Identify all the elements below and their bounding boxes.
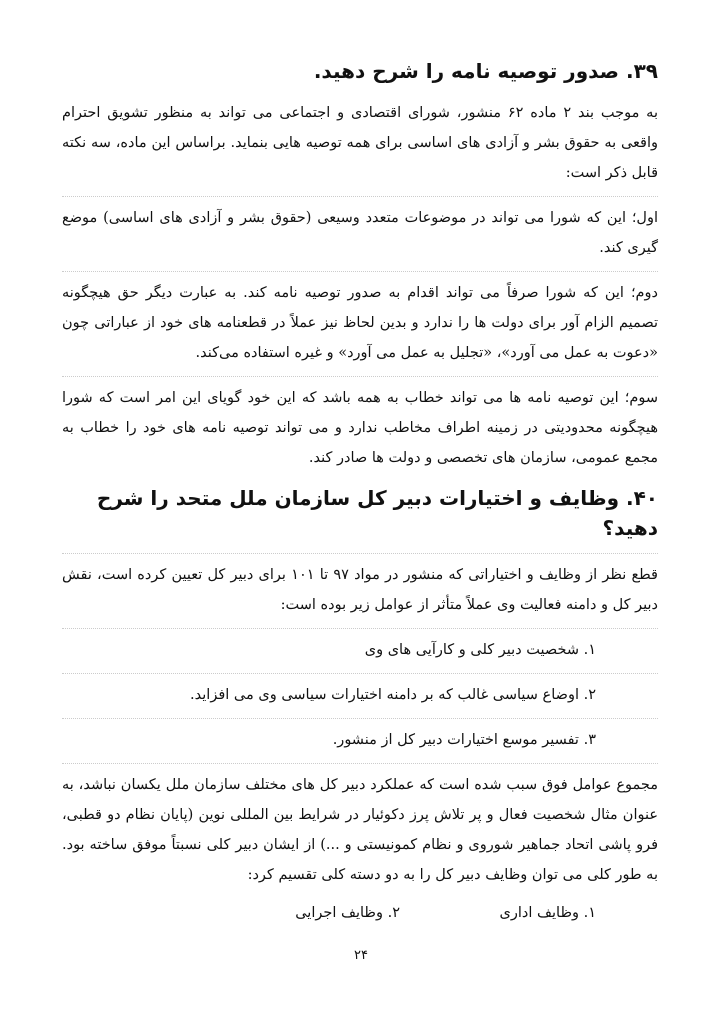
point-text: این که شورا می تواند در موضوعات متعدد وسیعی (حقوق بشر و آزادی های اساسی) موضع گیری کند. <box>62 210 658 256</box>
section-40-heading: ۴۰. وظایف و اختیارات دبیر کل سازمان ملل متحد را شرح دهید؟ <box>96 486 658 540</box>
point-lead: سوم؛ <box>624 390 658 406</box>
point-text: این توصیه نامه ها می تواند خطاب به همه باشد که این خود گویای این امر است که شورا هیچگونه محدودیتی در زمینه اطراف مخاطب ندارد و می تواند توصیه نامه های خود را خطاب به مجمع عمومی، سازمان های تخصصی و دولت ها صادر کند. <box>62 390 658 466</box>
divider <box>62 763 658 764</box>
point-text: این که شورا صرفاً می تواند اقدام به صدور توصیه نامه کند. به عبارت دیگر حق هیچگونه تصمیم الزام آور برای دولت ها را ندارد و بدین لحاظ نیز عملاً در قطعنامه های خود از عباراتی چون «دعوت به عمل می آورد»، «تجلیل به عمل می آورد» و غیره استفاده می‌کند. <box>62 285 658 361</box>
divider <box>62 271 658 272</box>
section-39-point-2 <box>62 278 658 368</box>
factor-item-3: ۳. تفسیر موسع اختیارات دبیر کل از منشور. <box>332 732 596 748</box>
divider <box>62 628 658 629</box>
point-lead: دوم؛ <box>630 285 658 301</box>
divider <box>62 376 658 377</box>
section-39-intro: به موجب بند ۲ ماده ۶۲ منشور، شورای اقتصادی و اجتماعی می تواند به منظور تشویق احترام واقعی به حقوق بشر و آزادی های اساسی برای همه توصیه هایی بنماید. براساس این ماده، سه نکته قابل ذکر است: <box>62 105 658 181</box>
section-40-intro: قطع نظر از وظایف و اختیاراتی که منشور در مواد ۹۷ تا ۱۰۱ برای دبیر کل تعیین کرده است، نقش دبیر کل و دامنه فعالیت وی عملاً متأثر از عوامل زیر بوده است: <box>62 567 658 613</box>
divider <box>62 718 658 719</box>
factor-item-2: ۲. اوضاع سیاسی غالب که بر دامنه اختیارات سیاسی وی می افزاید. <box>190 687 596 703</box>
point-lead: اول؛ <box>631 210 659 226</box>
duty-item-1: ۱. وظایف اداری <box>499 905 596 921</box>
section-39-heading: ۳۹. صدور توصیه نامه را شرح دهید. <box>313 59 658 83</box>
section-39-point-3 <box>62 383 658 473</box>
divider <box>62 673 658 674</box>
section-40-conclusion: مجموع عوامل فوق سبب شده است که عملکرد دبیر کل های مختلف سازمان ملل یکسان نباشد، به عنوان مثال شخصیت فعال و پر تلاش پرز دکوئیار در شرایط بین المللی نوین (پایان نظام دو قطبی، فرو پاشی اتحاد جماهیر شوروی و نظام کمونیستی و ...) از ایشان دبیر کلی نسبتاً موفق ساخته بود. به طور کلی می توان وظایف دبیر کل را به دو دسته کلی تقسیم کرد: <box>62 777 658 883</box>
divider <box>62 553 658 554</box>
factor-item-1: ۱. شخصیت دبیر کلی و کارآیی های وی <box>364 642 596 658</box>
divider <box>62 196 658 197</box>
section-39-point-1 <box>62 203 658 263</box>
duties-list <box>62 898 658 928</box>
duty-item-2: ۲. وظایف اجرایی <box>295 905 400 921</box>
page-number: ۲۴ <box>354 948 368 963</box>
